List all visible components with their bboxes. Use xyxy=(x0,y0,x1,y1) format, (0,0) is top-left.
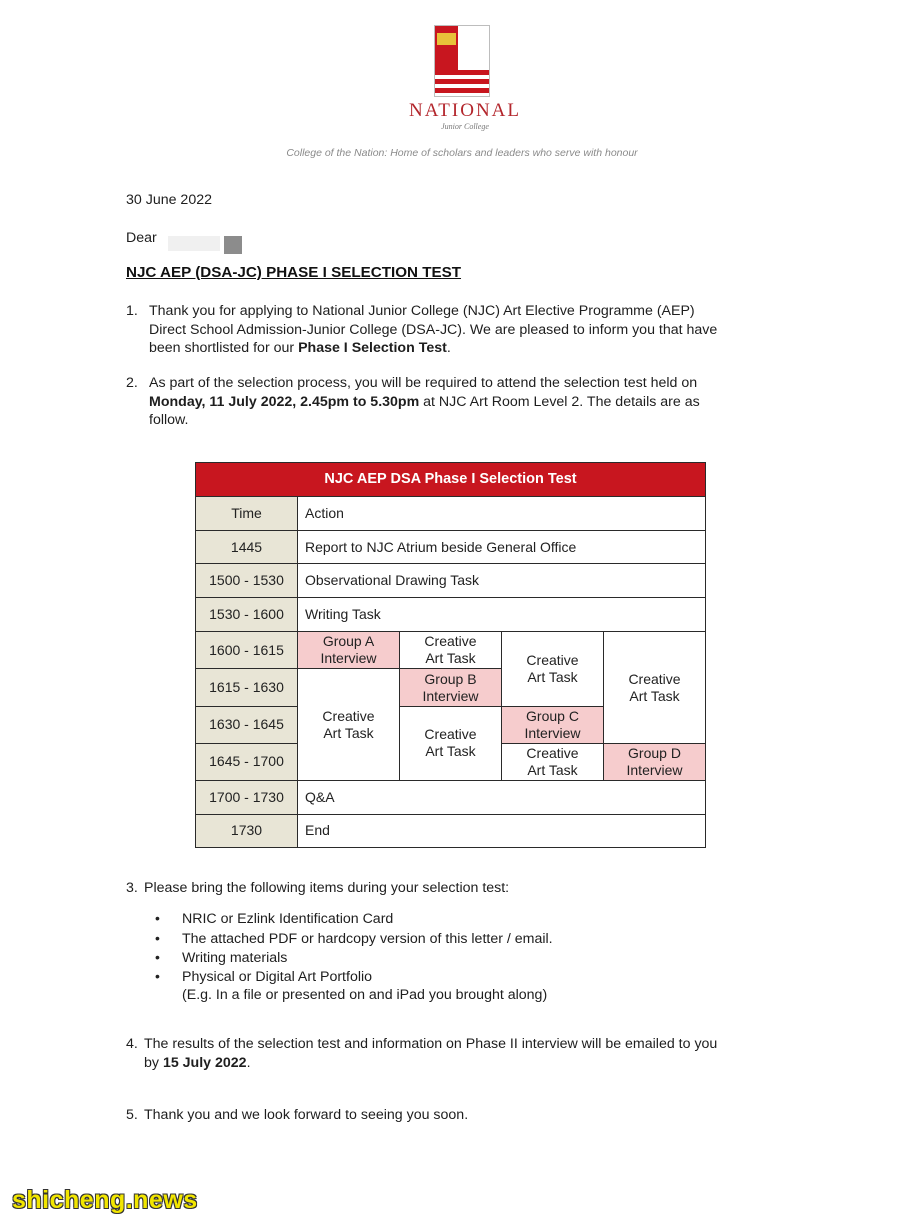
paragraph-4-line-2 xyxy=(144,1054,774,1073)
table-row xyxy=(196,564,706,598)
paragraph-2-text: at NJC Art Room Level 2. The details are as xyxy=(419,393,700,410)
group-b-interview-cell xyxy=(400,669,502,706)
interview-label: Interview xyxy=(422,687,479,704)
paragraph-1 xyxy=(149,302,779,358)
paragraph-3-number: 3. xyxy=(126,880,138,896)
creative-label: Creative xyxy=(526,651,579,668)
group-d-interview-cell xyxy=(604,743,706,780)
creative-art-task-cell xyxy=(502,632,604,706)
group-d-label: Group D xyxy=(628,744,681,761)
creative-label: Creative xyxy=(424,726,477,743)
college-name: NATIONAL xyxy=(408,100,522,121)
action-column-header: Action xyxy=(298,497,706,531)
time-cell: 1600 - 1615 xyxy=(196,632,298,669)
creative-art-task-cell xyxy=(400,632,502,669)
table-row xyxy=(196,632,706,669)
paragraph-1-period: . xyxy=(446,340,451,356)
creative-art-task-cell xyxy=(502,743,604,780)
art-task-label: Art Task xyxy=(527,668,578,685)
paragraph-1-text: been shortlisted for our xyxy=(149,340,299,356)
paragraph-4-line-1: The results of the selection test and information on Phase II interview will be emailed to you xyxy=(144,1036,718,1052)
action-cell: Observational Drawing Task xyxy=(298,564,706,598)
paragraph-1-line-2: Direct School Admission-Junior College (DSA-JC). We are pleased to inform you that have xyxy=(149,321,718,338)
paragraph-5: Thank you and we look forward to seeing you soon. xyxy=(144,1107,469,1123)
college-subtitle: Junior College xyxy=(441,122,489,131)
action-cell: Q&A xyxy=(298,780,706,814)
creative-label: Creative xyxy=(628,670,681,687)
letter-title: NJC AEP (DSA-JC) PHASE I SELECTION TEST xyxy=(126,264,462,281)
paragraph-1-line-3 xyxy=(149,339,779,358)
bullet-icon: • xyxy=(155,949,160,965)
time-cell: 1530 - 1600 xyxy=(196,598,298,632)
creative-art-task-cell xyxy=(604,632,706,743)
group-c-interview-cell xyxy=(502,706,604,743)
time-cell: 1645 - 1700 xyxy=(196,743,298,780)
test-datetime-emphasis: Monday, 11 July 2022, 2.45pm to 5.30pm xyxy=(149,393,420,410)
creative-art-task-cell xyxy=(298,669,400,780)
salutation: Dear xyxy=(126,230,157,246)
group-a-label: Group A xyxy=(322,633,375,650)
creative-label: Creative xyxy=(526,744,579,761)
paragraph-2 xyxy=(149,374,779,430)
art-task-label: Art Task xyxy=(425,743,476,760)
paragraph-1-number: 1. xyxy=(126,303,138,319)
site-watermark: shicheng.news xyxy=(12,1186,198,1214)
time-cell: 1500 - 1530 xyxy=(196,564,298,598)
art-task-label: Art Task xyxy=(425,650,476,667)
time-cell: 1630 - 1645 xyxy=(196,706,298,743)
redacted-name-block xyxy=(224,236,242,254)
portfolio-note: (E.g. In a file or presented on and iPad you brought along) xyxy=(182,987,548,1003)
art-task-label: Art Task xyxy=(527,761,578,778)
action-cell: Report to NJC Atrium beside General Office xyxy=(298,531,706,564)
paragraph-3-intro: Please bring the following items during your selection test: xyxy=(144,880,510,896)
time-cell: 1700 - 1730 xyxy=(196,780,298,814)
group-a-interview-cell xyxy=(298,632,400,669)
paragraph-2-line-2 xyxy=(149,393,779,412)
list-item: Writing materials xyxy=(182,950,288,966)
paragraph-2-line-3: follow. xyxy=(149,412,189,428)
results-date-emphasis: 15 July 2022 xyxy=(162,1054,247,1071)
interview-label: Interview xyxy=(626,761,683,778)
list-item: NRIC or Ezlink Identification Card xyxy=(182,911,394,927)
action-cell: End xyxy=(298,814,706,847)
creative-art-task-cell xyxy=(400,706,502,780)
college-crest-icon xyxy=(434,25,490,97)
paragraph-2-line-1: As part of the selection process, you will be required to attend the selection test held on xyxy=(149,375,698,391)
paragraph-1-line-1: Thank you for applying to National Junior College (NJC) Art Elective Programme (AEP) xyxy=(149,303,695,319)
phase-test-emphasis: Phase I Selection Test xyxy=(298,340,447,356)
art-task-label: Art Task xyxy=(323,724,374,741)
table-row xyxy=(196,780,706,814)
table-row xyxy=(196,598,706,632)
paragraph-5-number: 5. xyxy=(126,1107,138,1123)
redacted-name-blur xyxy=(168,236,220,251)
time-column-header: Time xyxy=(196,497,298,531)
letter-date: 30 June 2022 xyxy=(126,192,212,208)
creative-label: Creative xyxy=(322,707,375,724)
table-row xyxy=(196,814,706,847)
list-item: Physical or Digital Art Portfolio xyxy=(182,969,373,985)
time-cell: 1615 - 1630 xyxy=(196,669,298,706)
table-row xyxy=(196,531,706,564)
college-logo xyxy=(434,25,490,97)
art-task-label: Art Task xyxy=(629,687,680,704)
group-c-label: Group C xyxy=(526,707,579,724)
time-cell: 1730 xyxy=(196,814,298,847)
selection-test-schedule-table xyxy=(195,462,706,848)
paragraph-4-period: . xyxy=(246,1054,251,1071)
table-caption-row xyxy=(196,463,706,497)
group-b-label: Group B xyxy=(424,670,477,687)
bullet-icon: • xyxy=(155,968,160,984)
creative-label: Creative xyxy=(424,633,477,650)
bullet-icon: • xyxy=(155,930,160,946)
time-cell: 1445 xyxy=(196,531,298,564)
paragraph-2-number: 2. xyxy=(126,375,138,391)
list-item: The attached PDF or hardcopy version of this letter / email. xyxy=(182,931,553,947)
paragraph-4-number: 4. xyxy=(126,1036,138,1052)
paragraph-4 xyxy=(144,1035,774,1072)
action-cell: Writing Task xyxy=(298,598,706,632)
bullet-icon: • xyxy=(155,910,160,926)
college-motto: College of the Nation: Home of scholars and leaders who serve with honour xyxy=(286,147,638,159)
interview-label: Interview xyxy=(320,650,377,667)
table-caption: NJC AEP DSA Phase I Selection Test xyxy=(196,463,706,497)
interview-label: Interview xyxy=(524,724,581,741)
table-header-row xyxy=(196,497,706,531)
paragraph-4-text: by xyxy=(144,1054,163,1071)
